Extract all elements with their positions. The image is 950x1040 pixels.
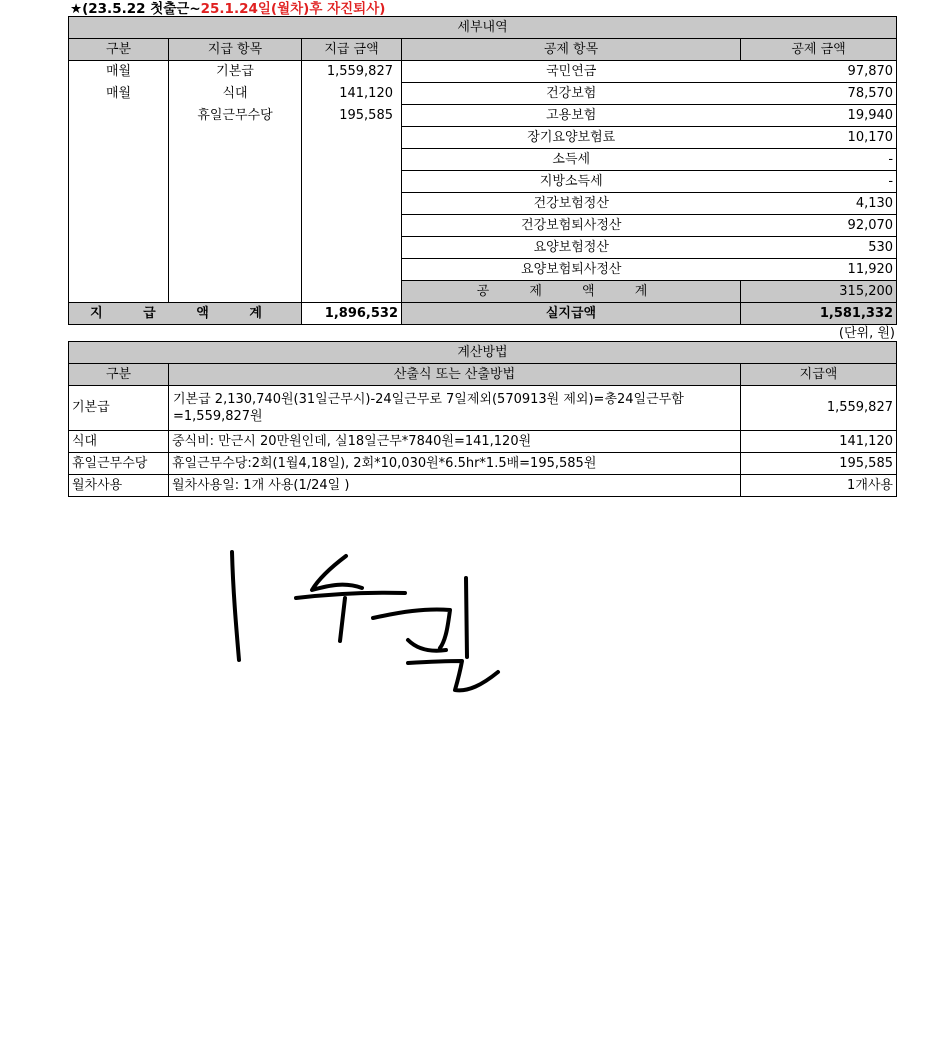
calc-cell-method: 휴일근무수당:2회(1월4,18일), 2회*10,030원*6.5hr*1.5배=195,585원 [169,453,741,475]
detail-header-deduct-amount: 공제 금액 [741,39,897,61]
calc-header-category: 구분 [69,364,169,386]
handwriting-stroke [312,556,362,590]
calc-cell-amount: 195,585 [741,453,897,475]
handwriting-stroke [296,593,405,598]
detail-cell-deduct-item: 요양보험퇴사정산 [402,259,741,281]
detail-cell-deduct-amount: 11,920 [741,259,897,281]
calc-cell-category: 월차사용 [69,475,169,497]
detail-cell-deduct-item: 건강보험 [402,83,741,105]
calc-cell-category: 휴일근무수당 [69,453,169,475]
pay-total-label: 지 급 액 계 [69,303,302,325]
net-pay-label: 실지급액 [402,303,741,325]
detail-cell-deduct-item: 요양보험정산 [402,237,741,259]
detail-cell-deduct-item: 장기요양보험료 [402,127,741,149]
note-prefix: ★(23.5.22 첫출근~ [70,1,201,17]
calc-cell-method: 기본급 2,130,740원(31일근무시)-24일근무로 7일제외(570913원 제외)=총24일근무함=1,559,827원 [169,386,741,431]
detail-cell-deduct-amount: 92,070 [741,215,897,237]
calc-cell-amount: 1,559,827 [741,386,897,431]
note-highlight: 25.1.24일(월차)후 자진퇴사) [200,1,386,17]
deduct-total-label: 공 제 액 계 [402,281,741,303]
calc-header-method: 산출식 또는 산출방법 [169,364,741,386]
net-pay-value: 1,581,332 [741,303,897,325]
detail-cell-pay-item: 기본급 [169,61,302,83]
unit-label: (단위, 원) [838,326,895,341]
detail-cell-deduct-item: 지방소득세 [402,171,741,193]
detail-cell-deduct-amount: - [741,149,897,171]
detail-header-deduct-item: 공제 항목 [402,39,741,61]
detail-cell-deduct-amount: 19,940 [741,105,897,127]
calc-cell-category: 기본급 [69,386,169,431]
deduct-total-value: 315,200 [741,281,897,303]
detail-cell-deduct-item: 고용보험 [402,105,741,127]
detail-cell-pay-item: 식대 [169,83,302,105]
calc-cell-method: 월차사용일: 1개 사용(1/24일 ) [169,475,741,497]
calc-header-amount: 지급액 [741,364,897,386]
detail-cell-deduct-item: 건강보험정산 [402,193,741,215]
detail-cell-deduct-item: 국민연금 [402,61,741,83]
detail-cell-deduct-amount: 78,570 [741,83,897,105]
detail-header-pay-item: 지급 항목 [169,39,302,61]
detail-cell-deduct-amount: 97,870 [741,61,897,83]
handwriting-stroke [232,552,239,660]
detail-cell-deduct-item: 소득세 [402,149,741,171]
detail-cell-deduct-item: 건강보험퇴사정산 [402,215,741,237]
pay-total-value: 1,896,532 [302,303,402,325]
handwriting-stroke [466,578,467,657]
calc-cell-amount: 141,120 [741,431,897,453]
calc-title: 계산방법 [69,342,897,364]
calc-cell-method: 중식비: 만근시 20만원인데, 실18일근무*7840원=141,120원 [169,431,741,453]
detail-cell-pay-amount: 1,559,827 [302,61,402,83]
calc-cell-category: 식대 [69,431,169,453]
calc-cell-amount: 1개사용 [741,475,897,497]
detail-cell-deduct-amount: - [741,171,897,193]
detail-cell-deduct-amount: 10,170 [741,127,897,149]
detail-cell-deduct-amount: 530 [741,237,897,259]
detail-cell-deduct-amount: 4,130 [741,193,897,215]
detail-cell-pay-item: 휴일근무수당 [169,105,302,127]
detail-header-category: 구분 [69,39,169,61]
detail-cell-category: 매월 [69,61,169,83]
detail-cell-category: 매월 [69,83,169,105]
detail-header-pay-amount: 지급 금액 [302,39,402,61]
detail-cell-pay-amount: 141,120 [302,83,402,105]
detail-title: 세부내역 [69,17,897,39]
handwriting-stroke [340,598,345,641]
detail-cell-pay-amount: 195,585 [302,105,402,127]
handwriting-stroke [408,661,498,690]
